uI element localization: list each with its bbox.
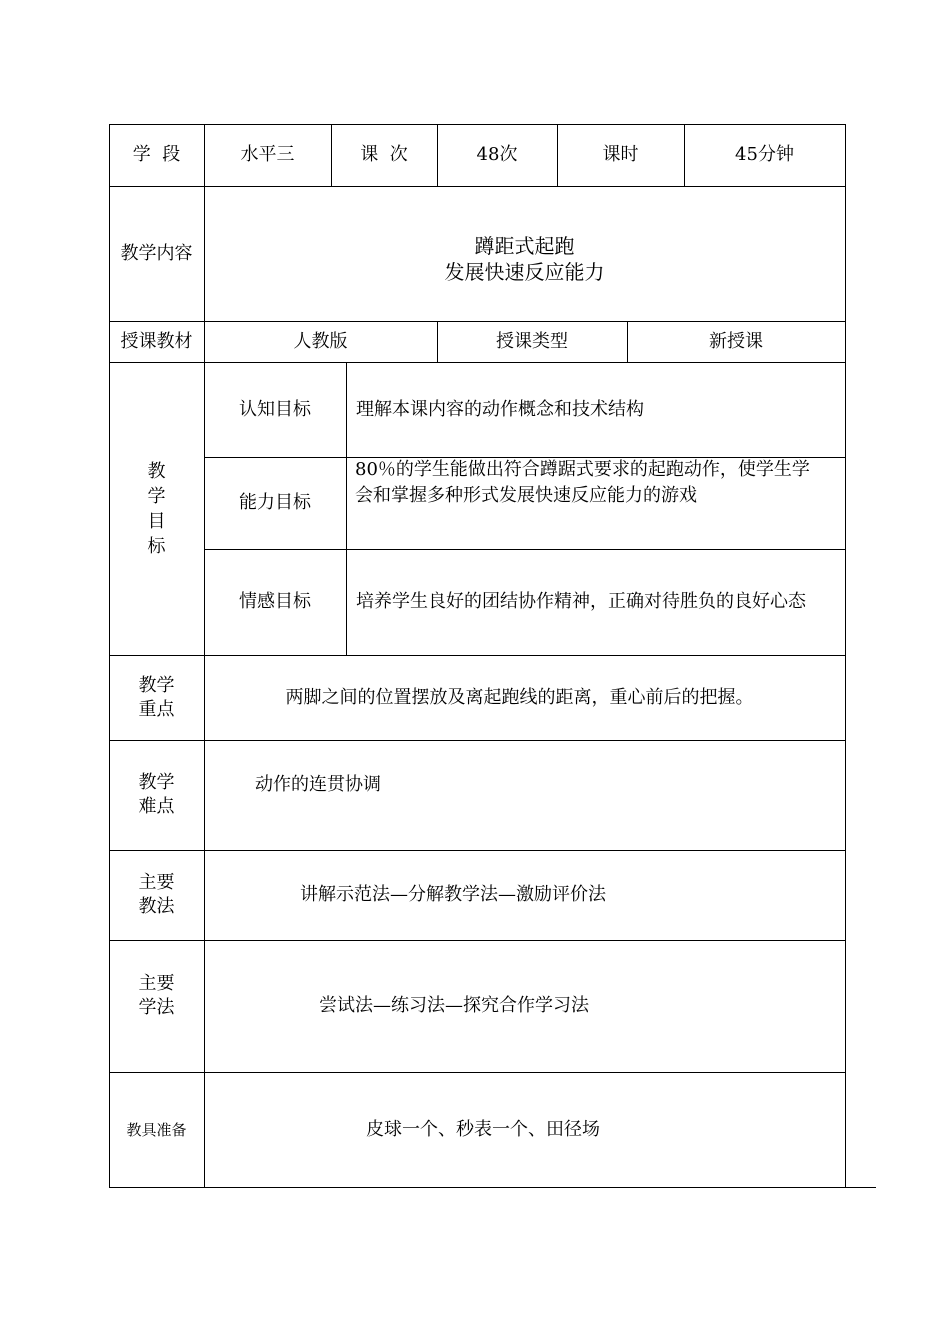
- cognitive-goal-label: 认知目标: [239, 398, 311, 420]
- ability-goal-line-1: 80％的学生能做出符合蹲踞式要求的起跑动作，使学生学: [355, 459, 810, 480]
- type-value: 新授课: [709, 330, 763, 352]
- goals-char: 教: [147, 460, 166, 482]
- teach-method-label-line-2: 教法: [138, 896, 175, 917]
- material-value: 人教版: [293, 330, 348, 352]
- goals-char: 学: [147, 485, 166, 507]
- difficulty-label-line-2: 难点: [138, 796, 175, 817]
- type-label: 授课类型: [496, 330, 568, 352]
- difficulty-label-line-1: 教学: [138, 772, 175, 793]
- equipment-text: 皮球一个、秒表一个、田径场: [366, 1118, 600, 1140]
- ability-goal-label: 能力目标: [239, 492, 311, 513]
- key-point-label-line-2: 重点: [138, 698, 175, 720]
- key-point-label: [109, 655, 204, 740]
- stage-value: 水平三: [240, 144, 295, 165]
- teach-method-label-line-1: 主要: [138, 872, 175, 893]
- cognitive-goal-text: 理解本课内容的动作概念和技术结构: [356, 398, 644, 420]
- emotion-goal-text: 培养学生良好的团结协作精神，正确对待胜负的良好心态: [356, 591, 806, 612]
- table-border: [109, 1187, 876, 1188]
- period-value: 45分钟: [735, 144, 794, 165]
- content-value: [204, 186, 845, 321]
- period-label: 课时: [602, 144, 639, 165]
- lesson-value: 48次: [476, 144, 518, 165]
- stage-label: 学 段: [132, 144, 181, 165]
- key-point-text: 两脚之间的位置摆放及离起跑线的距离，重心前后的把握。: [285, 686, 754, 708]
- content-line-1: 蹲距式起跑: [474, 233, 575, 258]
- teach-method-text: 讲解示范法—分解教学法—激励评价法: [300, 884, 606, 905]
- key-point-label-line-1: 教学: [138, 674, 175, 696]
- goals-label: [109, 362, 204, 655]
- content-line-2: 发展快速反应能力: [444, 259, 605, 284]
- equipment-label: 教具准备: [126, 1120, 187, 1139]
- content-label: 教学内容: [120, 242, 193, 264]
- ability-goal-text: [346, 457, 845, 549]
- table-border: [845, 124, 846, 1188]
- goals-char: 标: [147, 535, 166, 557]
- learn-method-label-line-1: 主要: [138, 973, 175, 994]
- difficulty-text: 动作的连贯协调: [255, 774, 381, 795]
- learn-method-label-line-2: 学法: [138, 997, 175, 1018]
- ability-goal-line-2: 会和掌握多种形式发展快速反应能力的游戏: [355, 485, 697, 506]
- teach-method-label: [109, 850, 204, 940]
- difficulty-label: [109, 740, 204, 850]
- lesson-label: 课 次: [360, 144, 408, 165]
- goals-char: 目: [147, 510, 166, 532]
- learn-method-label: [109, 940, 204, 1072]
- emotion-goal-label: 情感目标: [239, 591, 311, 612]
- material-label: 授课教材: [120, 330, 193, 352]
- learn-method-text: 尝试法—练习法—探究合作学习法: [319, 995, 589, 1016]
